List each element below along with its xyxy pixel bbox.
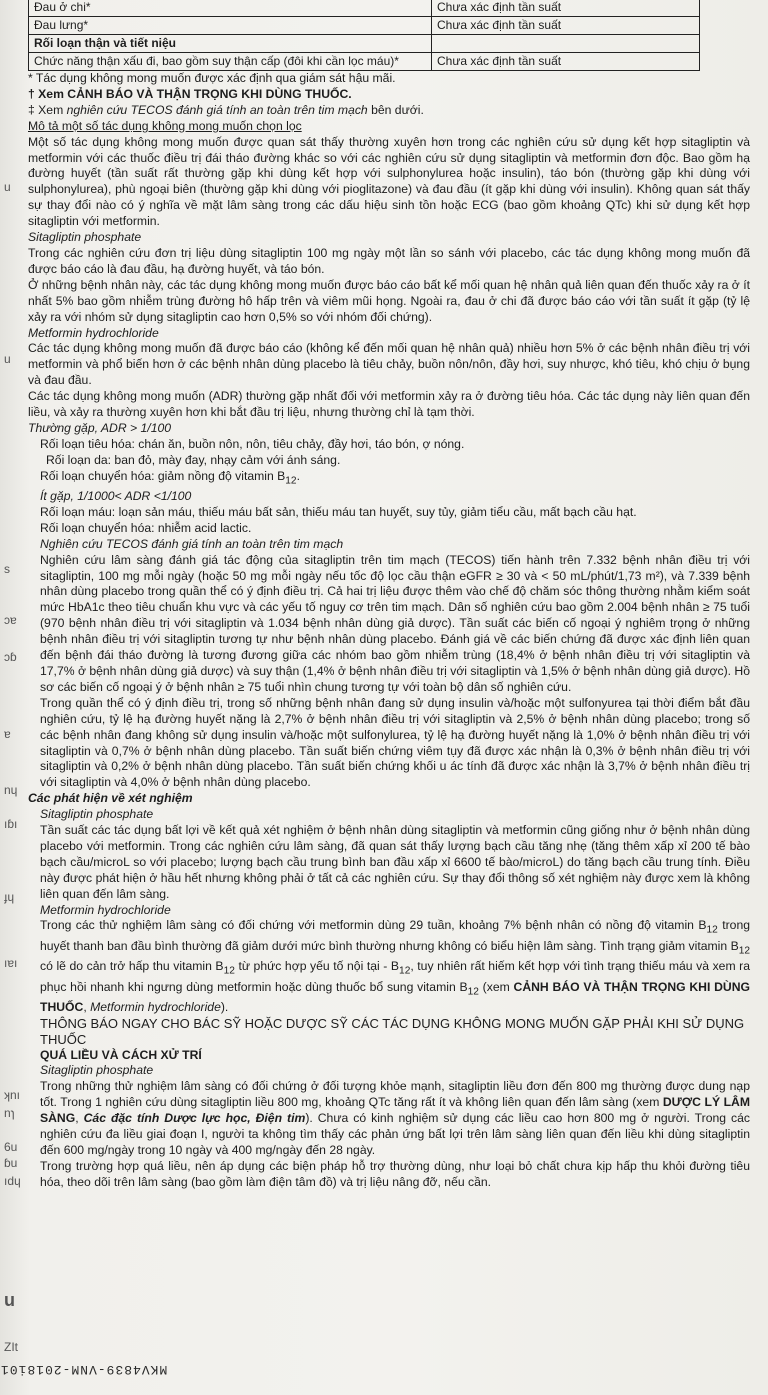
text: trong huyết thanh ban đầu bình thường đã giảm dưới mức bình thường nhưng không có biểu hiện lâm sàng. Tình trạng giảm vitamin B bbox=[40, 918, 750, 953]
margin-glyph: ɓu bbox=[4, 1156, 18, 1170]
text: Trong những thử nghiệm lâm sàng có đối chứng ở đối tượng khỏe mạnh, sitagliptin liều đơn đến 800 mg thường được dung nạp tốt. Trong 1 nghiên cứu dùng sitagliptin liều 800 mg, khoảng QTc tăng rất ít và không liên quan đến lâm sàng (xem bbox=[40, 1079, 750, 1110]
print-code-text: MKV4839-VNM-2018i01 bbox=[0, 1362, 168, 1377]
margin-glyph: u bbox=[4, 352, 11, 366]
table-cell: Đau lưng* bbox=[29, 17, 432, 35]
text: , bbox=[75, 1111, 84, 1126]
footnote bbox=[28, 103, 750, 119]
list-item: Rối loạn tiêu hóa: chán ăn, buồn nôn, nôn, tiêu chảy, đầy hơi, táo bón, ợ nóng. bbox=[40, 436, 465, 451]
margin-glyph: ɐ bbox=[4, 727, 11, 741]
bold-reference: CẢNH BÁO VÀ THẬN TRỌNG KHI DÙNG THUỐC bbox=[40, 979, 750, 1014]
margin-glyph: nɥ bbox=[4, 783, 18, 797]
margin-glyph: ɔɐ bbox=[4, 613, 17, 627]
text: Rối loạn chuyển hóa: giảm nồng độ vitamin B bbox=[40, 468, 286, 483]
subsection-heading: Sitagliptin phosphate bbox=[40, 807, 154, 822]
margin-glyph: ɔɓ bbox=[4, 650, 17, 664]
text: . bbox=[296, 468, 300, 483]
text: (xem bbox=[478, 979, 514, 994]
paragraph: Tần suất các tác dụng bất lợi về kết quả xét nghiệm ở bệnh nhân dùng sitagliptin và metformin cũng giống như ở bệnh nhân dùng placebo với metformin. Trong các nghiên cứu lâm sàng, đã quan sát thấy lượng bạch cầu tăng nhẹ (tăng thêm xấp xỉ 200 tế bào bạch cầu/microL so với placebo; lượng bạch cầu trung bình ban đầu xấp xỉ 6600 tế bào/microL) do tăng bạch cầu trung tính. Điều này được phát hiện ở hầu hết nhưng không phải ở tất cả các nghiên cứu. Sự thay đổi thông số xét nghiệm này được xem là không liên quan đến lâm sàng. bbox=[40, 823, 750, 901]
paragraph: Trong quần thể có ý định điều trị, trong số những bệnh nhân đang sử dụng insulin và/hoặc một sulfonyurea tại thời điểm bắt đầu nghiên cứu, tỷ lệ hạ đường huyết nặng là 2,7% ở bệnh nhân điều trị với sitagliptin và 2,5% ở bệnh nhân dùng placebo; trong số các bệnh nhân đang không sử dụng insulin và/hoặc một sulfonylurea, tỷ lệ hạ đường huyết nặng là 1,0% ở bệnh nhân điều trị với sitagliptin và 0,7% ở bệnh nhân dùng placebo. Tần suất biến chứng viêm tụy đã được xác nhận là 0,3% ở bệnh nhân điều trị với sitagliptin và 0,2% ở bệnh nhân dùng placebo. Tần suất biến chứng khối u ác tính đã được xác nhận là 3,7% ở bệnh nhân điều trị với sitagliptin và 4,0% ở bệnh nhân dùng placebo. bbox=[40, 695, 750, 790]
subsection-heading: Sitagliptin phosphate bbox=[28, 230, 142, 245]
subsection-heading: Metformin hydrochloride bbox=[28, 325, 159, 340]
subscript: 12 bbox=[399, 965, 411, 977]
table-cell: Chức năng thận xấu đi, bao gồm suy thận cấp (đôi khi cần lọc máu)* bbox=[29, 53, 432, 71]
footnote-prefix: ‡ Xem bbox=[28, 102, 67, 117]
adverse-effects-table bbox=[28, 0, 700, 71]
subscript: 12 bbox=[738, 945, 750, 957]
table-cell: Chưa xác định tần suất bbox=[432, 17, 700, 35]
subscript: 12 bbox=[467, 985, 479, 997]
table-row bbox=[29, 53, 700, 71]
paragraph: Nghiên cứu lâm sàng đánh giá tác động của sitagliptin trên tim mạch (TECOS) tiến hành trên 7.332 bệnh nhân điều trị với sitagliptin, 100 mg mỗi ngày (hoặc 50 mg mỗi ngày nếu tốc độ lọc cầu thận eGFR ≥ 30 và < 50 mL/phút/1,73 m²), và 7.339 bệnh nhân dùng placebo trong quần thể có ý định điều trị. Cả hai trị liệu được thêm vào chế độ chăm sóc thông thường nhằm kiểm soát mức HbA1c theo tiêu chuẩn khu vực và các yếu tố nguy cơ trên tim mạch. Dân số nghiên cứu bao gồm 2.004 bệnh nhân ≥ 75 tuổi (970 bệnh nhân điều trị với sitagliptin và 1.034 bệnh nhân dùng giả dược). Tần suất các biến cố ngoại ý nghiêm trọng ở những bệnh nhân điều trị với sitagliptin tương tự như bệnh nhân dùng placebo. Đánh giá về các biến chứng đã được xác định liên quan đến bệnh đái tháo đường là tương đương giữa các nhóm bao gồm nhiễm trùng (18,4% ở bệnh nhân điều trị với sitagliptin và 17,7% ở bệnh nhân dùng giả dược) và suy thận (1,4% ở bệnh nhân điều trị với sitagliptin và 1,5% ở bệnh nhân dùng giả dược). Hồ sơ các biến cố ngoại ý ở bệnh nhân ≥ 75 tuổi nhìn chung tương tự với toàn bộ dân số nghiên cứu. bbox=[40, 552, 750, 694]
margin-glyph: s bbox=[4, 562, 10, 576]
frequency-heading: Ít gặp, 1/1000< ADR <1/100 bbox=[40, 489, 192, 503]
paragraph: Các tác dụng không mong muốn đã được báo cáo (không kể đến mối quan hệ nhân quả) nhiều hơn 5% ở các bệnh nhân điều trị với metformin và phổ biến hơn ở các bệnh nhân dùng placebo là tiêu chảy, buồn nôn/nôn, đầy hơi, suy nhược, khó tiêu, khó chịu ở bụng và đau đầu. bbox=[28, 341, 750, 388]
text: từ phức hợp yếu tố nội tại - B bbox=[234, 959, 400, 974]
footnote bbox=[28, 87, 750, 103]
table-row bbox=[29, 17, 700, 35]
subscript: 12 bbox=[285, 475, 297, 487]
notify-statement: THÔNG BÁO NGAY CHO BÁC SỸ HOẶC DƯỢC SỸ CÁC TÁC DỤNG KHÔNG MONG MUỐN GẶP PHẢI KHI SỬ DỤNG THUỐC bbox=[40, 1015, 745, 1047]
footnote: * Tác dụng không mong muốn được xác định qua giám sát hậu mãi. bbox=[28, 71, 396, 85]
paragraph bbox=[28, 918, 750, 1015]
subscript: 12 bbox=[706, 924, 718, 936]
margin-glyph: ıɐı bbox=[4, 956, 18, 970]
table-cell bbox=[432, 35, 700, 53]
list-item bbox=[28, 469, 750, 489]
text: ). bbox=[220, 999, 229, 1014]
text: , bbox=[83, 999, 91, 1014]
table-row bbox=[29, 0, 700, 17]
margin-glyph: ıdɥ bbox=[4, 1174, 21, 1188]
margin-glyph: ZIt bbox=[4, 1340, 18, 1354]
margin-glyph: nɿ bbox=[4, 1106, 15, 1120]
list-item: Rối loạn da: ban đỏ, mày đay, nhạy cảm với ánh sáng. bbox=[46, 452, 341, 467]
table-cell: Đau ở chi* bbox=[29, 0, 432, 17]
paragraph: Một số tác dụng không mong muốn được quan sát thấy thường xuyên hơn trong các nghiên cứu sử dụng kết hợp sitagliptin và metformin với các thuốc điều trị đái tháo đường khác so với các nghiên cứu sử dụng sitagliptin và metformin đơn độc. Bao gồm hạ đường huyết (tần suất rất thường gặp khi dùng kết hợp với sulphonylurea hoặc insulin), táo bón (thường gặp khi dùng với sulphonylurea), phù ngoại biên (thường gặp khi dùng với pioglitazone) và đau đầu (ít gặp khi dùng với insulin). Không quan sát thấy sự thay đổi nào có ý nghĩa về mặt lâm sàng trong các dấu hiệu sinh tồn hoặc ECG (bao gồm khoảng QTc) khi sử dụng kết hợp sitagliptin với metformin. bbox=[28, 134, 750, 229]
list-item: Rối loạn chuyển hóa: nhiễm acid lactic. bbox=[40, 520, 252, 535]
frequency-heading: Thường gặp, ADR > 1/100 bbox=[28, 420, 172, 435]
paragraph bbox=[28, 1079, 750, 1159]
margin-glyph: ɟɥ bbox=[4, 890, 15, 904]
italic-reference: Metformin hydrochloride bbox=[90, 999, 221, 1014]
list-item: Rối loạn máu: loạn sản máu, thiếu máu bất sản, thiếu máu tan huyết, suy tủy, giảm tiểu cầu, mất bạch cầu hạt. bbox=[40, 504, 637, 519]
italic-reference: Các đặc tính Dược lực học, Điện tim bbox=[83, 1111, 306, 1126]
margin-glyph: u bbox=[4, 1290, 15, 1310]
margin-glyph: u bbox=[4, 180, 11, 194]
bold-reference: DƯỢC LÝ LÂM SÀNG bbox=[40, 1095, 750, 1126]
margin-glyph: 6u bbox=[4, 1140, 18, 1154]
margin-glyph: ʞnı bbox=[4, 1088, 21, 1102]
text: , tuy nhiên rất hiếm kết hợp với tình trạng thiếu máu và xem ra phục hồi nhanh khi ngưng dùng metformin hoặc dùng thuốc bổ sung vitamin B bbox=[40, 959, 750, 994]
table-cell: Chưa xác định tần suất bbox=[432, 0, 700, 17]
section-heading: Các phát hiện về xét nghiệm bbox=[28, 791, 193, 806]
footnote-suffix: bên dưới. bbox=[367, 102, 424, 117]
subsection-heading: Metformin hydrochloride bbox=[40, 902, 171, 917]
margin-glyph: ıɓı bbox=[4, 817, 18, 831]
text: ). Chưa có kinh nghiệm sử dụng các liều cao hơn 800 mg ở người. Trong các nghiên cứu đa liều giai đoạn I, người ta không tìm thấy các phản ứng bất lợi trên lâm sàng liên quan đến liều khi dùng sitagliptin đến 600 mg/ngày trong 10 ngày và 400 mg/ngày đến 28 ngày. bbox=[40, 1111, 751, 1157]
paragraph: Trong các nghiên cứu đơn trị liệu dùng sitagliptin 100 mg ngày một lần so sánh với placebo, các tác dụng không mong muốn đã được báo cáo là đau đầu, hạ đường huyết, và táo bón. bbox=[28, 245, 750, 276]
text: có lẽ do cản trở hấp thu vitamin B bbox=[40, 959, 224, 974]
section-heading: Mô tả một số tác dụng không mong muốn chọn lọc bbox=[28, 118, 302, 133]
table-group-row bbox=[29, 35, 700, 53]
bleed-margin bbox=[0, 0, 26, 1395]
print-code bbox=[0, 1360, 200, 1390]
table-cell: Chưa xác định tần suất bbox=[432, 53, 700, 71]
text: Trong các thử nghiệm lâm sàng có đối chứng với metformin dùng 29 tuần, khoảng 7% bệnh nhân có nồng độ vitamin B bbox=[40, 918, 707, 933]
paragraph: Trong trường hợp quá liều, nên áp dụng các biện pháp hỗ trợ thường dùng, như loại bỏ chất chưa kịp hấp thu khỏi đường tiêu hóa, theo dõi trên lâm sàng (bao gồm làm điện tâm đồ) và trị liệu nâng đỡ, nếu cần. bbox=[40, 1158, 750, 1189]
subscript: 12 bbox=[223, 965, 235, 977]
footnote-prefix: † Xem bbox=[28, 86, 68, 101]
table-cell: Rối loạn thận và tiết niệu bbox=[29, 35, 432, 53]
document-body bbox=[28, 0, 750, 1191]
footnote-italic: nghiên cứu TECOS đánh giá tính an toàn trên tim mạch bbox=[66, 102, 368, 117]
footnote-bold: CẢNH BÁO VÀ THẬN TRỌNG KHI DÙNG THUỐC. bbox=[67, 86, 352, 101]
subsection-heading: Nghiên cứu TECOS đánh giá tính an toàn trên tim mạch bbox=[40, 536, 344, 551]
paragraph: Các tác dụng không mong muốn (ADR) thường gặp nhất đối với metformin xảy ra ở đường tiêu hóa. Các tác dụng này liên quan đến liều, và xảy ra thường xuyên hơn khi bắt đầu trị liệu, nhưng thường chỉ là tạm thời. bbox=[28, 389, 750, 420]
section-heading: QUÁ LIỀU VÀ CÁCH XỬ TRÍ bbox=[40, 1047, 202, 1062]
paragraph: Ở những bệnh nhân này, các tác dụng không mong muốn được báo cáo bất kể mối quan hệ nhân quả liên quan đến thuốc xảy ra ở ít nhất 5% bao gồm nhiễm trùng đường hô hấp trên và viêm mũi họng. Ngoài ra, đau ở chi đã được báo cáo với tần suất ít gặp (tỷ lệ xảy ra với nhóm sử dụng sitagliptin cao hơn 0,5% so với nhóm đối chứng). bbox=[28, 277, 750, 324]
subsection-heading: Sitagliptin phosphate bbox=[40, 1063, 154, 1078]
